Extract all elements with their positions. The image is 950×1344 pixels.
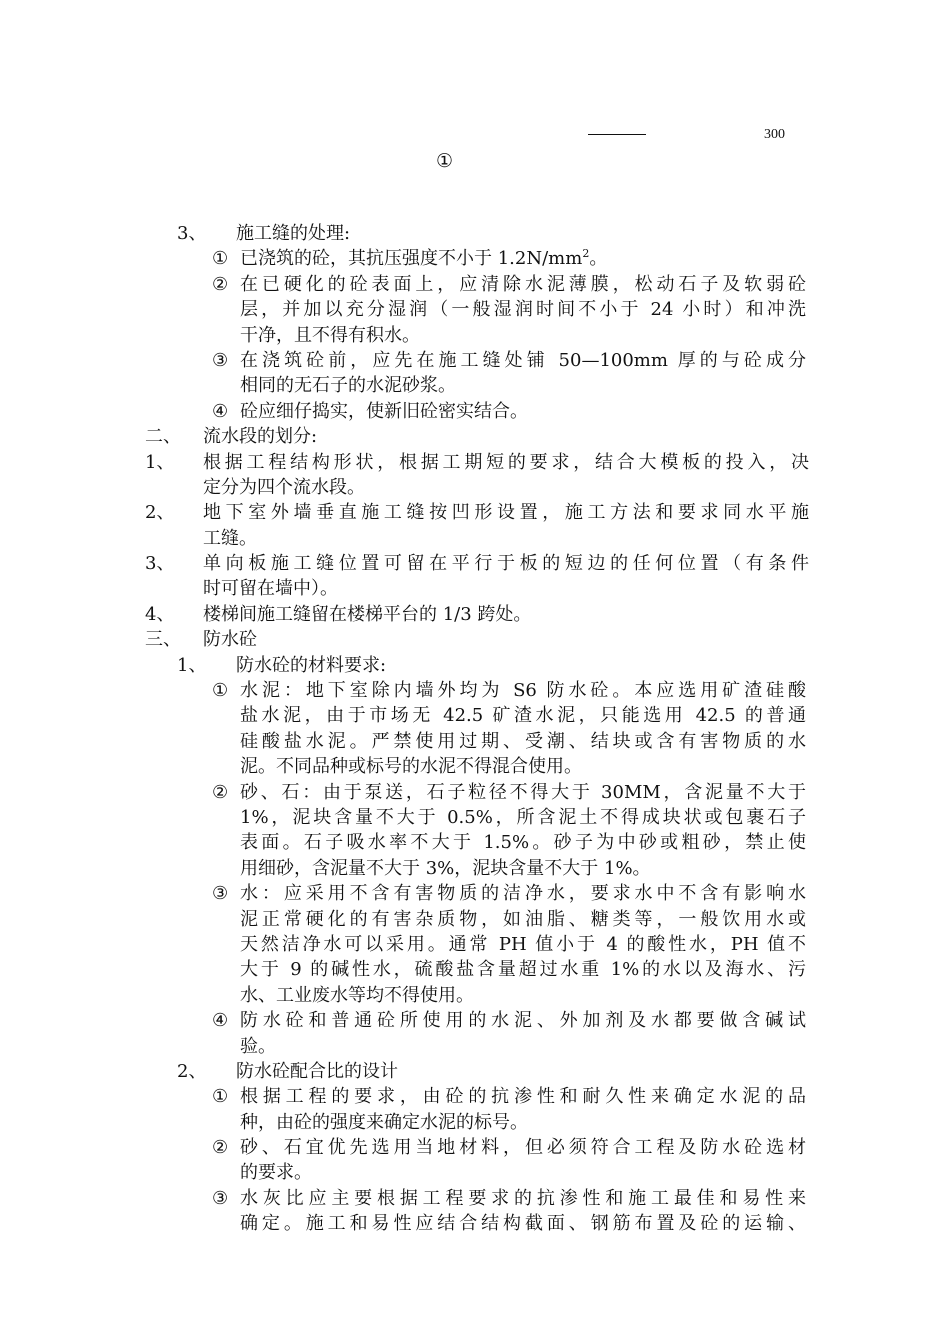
list-item	[0, 881, 950, 906]
section-heading	[0, 627, 950, 652]
item-text: 砂、石宜优先选用当地材料，但必须符合工程及防水砼选材	[240, 1137, 806, 1159]
text-line	[0, 957, 950, 982]
section-number: 二、	[145, 426, 181, 448]
list-item	[0, 348, 950, 373]
list-item	[0, 246, 950, 271]
item-text: 楼梯间施工缝留在楼梯平台的 1/3 跨处。	[203, 603, 532, 625]
item-marker: ①	[212, 248, 229, 270]
item-marker: ④	[212, 400, 229, 422]
item-text: 已浇筑的砼，其抗压强度不小于 1.2N/mm	[240, 248, 583, 270]
item-marker: ④	[212, 1010, 229, 1032]
item-marker: ③	[212, 883, 229, 905]
text-line	[0, 729, 950, 754]
list-item	[0, 780, 950, 805]
text-line	[0, 932, 950, 957]
text-line	[0, 1160, 950, 1185]
list-item	[0, 1135, 950, 1160]
text-line	[0, 856, 950, 881]
item-text: 相同的无石子的水泥砂浆。	[240, 375, 456, 397]
item-text: 时可留在墙中）。	[203, 578, 338, 600]
section-title: 防水砼	[203, 629, 257, 651]
item-text: 1%，泥块含量不大于 0.5%，所含泥土不得成块状或包裹石子	[240, 806, 806, 828]
item-text: 地下室外墙垂直施工缝按凹形设置，施工方法和要求同水平施	[203, 502, 809, 524]
item-number: 2、	[145, 502, 175, 524]
section-title: 施工缝的处理:	[236, 223, 351, 244]
section-number: 三、	[145, 629, 181, 651]
item-text: 水、工业废水等均不得使用。	[240, 984, 474, 1006]
text-line	[0, 297, 950, 322]
header-rule	[588, 134, 646, 135]
list-item	[0, 500, 950, 525]
text-line	[0, 754, 950, 779]
section-title: 流水段的划分:	[203, 426, 318, 448]
list-item	[0, 399, 950, 424]
subsection-title: 防水砼的材料要求:	[236, 654, 387, 676]
text-line	[0, 983, 950, 1008]
item-text: 的要求。	[240, 1162, 312, 1184]
text-line	[0, 830, 950, 855]
text-line	[0, 1211, 950, 1236]
item-text-end: 。	[589, 248, 608, 270]
list-item	[0, 272, 950, 297]
item-text: 砼应细仔捣实，使新旧砼密实结合。	[240, 400, 528, 422]
item-text: 验。	[240, 1035, 276, 1057]
item-marker: ①	[212, 1086, 229, 1108]
item-text: 在浇筑砼前，应先在施工缝处铺 50—100mm 厚的与砼成分	[240, 349, 806, 371]
item-number: 4、	[145, 603, 175, 625]
item-text: 层，并加以充分湿润（一般湿润时间不小于 24 小时）和冲洗	[240, 299, 806, 321]
list-item	[0, 450, 950, 475]
subsection-number: 1、	[177, 654, 207, 676]
item-text: 用细砂，含泥量不大于 3%，泥块含量不大于 1%。	[240, 857, 651, 879]
item-number: 3、	[145, 553, 175, 575]
text-line	[0, 526, 950, 551]
item-number: 1、	[145, 451, 175, 473]
item-text: 盐水泥，由于市场无 42.5 矿渣水泥，只能选用 42.5 的普通	[240, 705, 806, 727]
item-text: 防水砼和普通砼所使用的水泥、外加剂及水都要做含碱试	[240, 1010, 806, 1032]
page-number: 300	[764, 127, 785, 142]
item-text: 定分为四个流水段。	[203, 476, 365, 498]
item-text: 在已硬化的砼表面上，应清除水泥薄膜，松动石子及软弱砼	[240, 273, 806, 295]
text-line	[0, 805, 950, 830]
circled-marker: ①	[436, 150, 454, 172]
text-line	[0, 1034, 950, 1059]
item-text: 单向板施工缝位置可留在平行于板的短边的任何位置（有条件	[203, 553, 809, 575]
item-text: 大于 9 的碱性水，硫酸盐含量超过水重 1%的水以及海水、污	[240, 959, 806, 981]
subsection-heading	[0, 1059, 950, 1084]
text-line	[0, 703, 950, 728]
item-marker: ②	[212, 273, 229, 295]
item-text: 种，由砼的强度来确定水泥的标号。	[240, 1111, 528, 1133]
item-text: 水：应采用不含有害物质的洁净水，要求水中不含有影响水	[240, 883, 806, 905]
item-text: 根据工程的要求，由砼的抗渗性和耐久性来确定水泥的品	[240, 1086, 806, 1108]
item-text: 确定。施工和易性应结合结构截面、钢筋布置及砼的运输、	[240, 1213, 806, 1235]
item-marker: ①	[212, 680, 229, 702]
section-heading	[0, 221, 950, 246]
document-body	[0, 221, 950, 1237]
item-marker: ②	[212, 781, 229, 803]
subsection-number: 2、	[177, 1060, 207, 1082]
text-line	[0, 576, 950, 601]
item-marker: ③	[212, 1187, 229, 1209]
text-line	[0, 907, 950, 932]
item-text: 表面。石子吸水率不大于 1.5%。砂子为中砂或粗砂，禁止使	[240, 832, 806, 854]
item-text: 泥。不同品种或标号的水泥不得混合使用。	[240, 756, 582, 778]
item-text: 天然洁净水可以采用。通常 PH 值小于 4 的酸性水，PH 值不	[240, 933, 806, 955]
section-number: 3、	[177, 223, 207, 244]
list-item	[0, 1186, 950, 1211]
item-marker: ③	[212, 349, 229, 371]
text-line	[0, 1110, 950, 1135]
item-text: 水泥：地下室除内墙外均为 S6 防水砼。本应选用矿渣硅酸	[240, 680, 806, 702]
item-text: 工缝。	[203, 527, 257, 549]
text-line	[0, 475, 950, 500]
list-item	[0, 602, 950, 627]
item-text: 干净，且不得有积水。	[240, 324, 420, 346]
subsection-heading	[0, 653, 950, 678]
item-marker: ②	[212, 1137, 229, 1159]
list-item	[0, 1008, 950, 1033]
item-text: 根据工程结构形状，根据工期短的要求，结合大模板的投入，决	[203, 451, 809, 473]
list-item	[0, 678, 950, 703]
item-text: 砂、石：由于泵送，石子粒径不得大于 30MM，含泥量不大于	[240, 781, 806, 803]
superscript: 2	[582, 247, 590, 261]
section-heading	[0, 424, 950, 449]
text-line	[0, 373, 950, 398]
subsection-title: 防水砼配合比的设计	[236, 1060, 398, 1082]
item-text: 泥正常硬化的有害杂质物，如油脂、糖类等，一般饮用水或	[240, 908, 806, 930]
list-item	[0, 1084, 950, 1109]
list-item	[0, 551, 950, 576]
text-line	[0, 323, 950, 348]
item-text: 水灰比应主要根据工程要求的抗渗性和施工最佳和易性来	[240, 1187, 806, 1209]
item-text: 硅酸盐水泥。严禁使用过期、受潮、结块或含有害物质的水	[240, 730, 806, 752]
